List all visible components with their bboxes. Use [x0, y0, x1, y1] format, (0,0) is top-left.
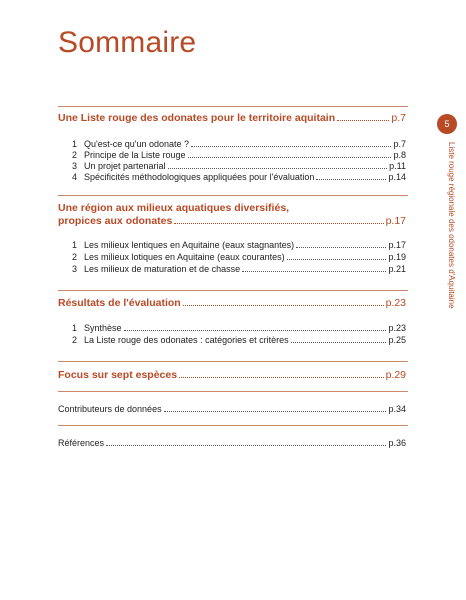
section-divider: [58, 195, 408, 196]
toc-page-number: p.8: [393, 150, 406, 160]
toc-extra-references[interactable]: [58, 438, 406, 448]
toc-item-label: Références: [58, 438, 105, 448]
leader-dots: [337, 120, 389, 121]
leader-dots: [106, 445, 386, 446]
toc-item-number: 1: [72, 323, 78, 333]
toc-item-label: Les milieux lentiques en Aquitaine (eaux stagnantes): [84, 240, 295, 250]
page-title: Sommaire: [58, 26, 197, 59]
toc-item-label: Les milieux de maturation et de chasse: [84, 264, 241, 274]
toc-page-number: p.23: [385, 297, 406, 309]
section-divider: [58, 290, 408, 291]
leader-dots: [296, 247, 386, 248]
toc-section-title: Résultats de l'évaluation: [58, 297, 181, 309]
toc-item-label: Qu'est-ce qu'un odonate ?: [84, 139, 190, 149]
toc-item-number: 2: [72, 335, 78, 345]
section-divider: [58, 425, 408, 426]
toc-page-number: p.36: [388, 438, 406, 448]
leader-dots: [191, 146, 391, 147]
toc-page-number: p.14: [388, 172, 406, 182]
toc-page-number: p.21: [388, 264, 406, 274]
toc-item-label: Spécificités méthodologiques appliquées pour l'évaluation: [84, 172, 315, 182]
toc-item-label: La Liste rouge des odonates : catégories et critères: [84, 335, 289, 345]
leader-dots: [188, 157, 392, 158]
leader-dots: [242, 271, 386, 272]
leader-dots: [124, 330, 387, 331]
toc-item[interactable]: [72, 161, 406, 171]
toc-item[interactable]: [72, 335, 406, 345]
section-divider: [58, 106, 408, 107]
toc-item-number: 1: [72, 139, 78, 149]
toc-item-number: 4: [72, 172, 78, 182]
toc-page-number: p.7: [393, 139, 406, 149]
toc-page-number: p.19: [388, 252, 406, 262]
toc-page-number: p.34: [388, 404, 406, 414]
page-number-badge: 5: [437, 114, 457, 134]
toc-item-label: Un projet partenarial: [84, 161, 166, 171]
toc-item-number: 2: [72, 150, 78, 160]
toc-item-number: 2: [72, 252, 78, 262]
toc-page-number: p.29: [385, 369, 406, 381]
leader-dots: [291, 342, 387, 343]
toc-item[interactable]: [72, 323, 406, 333]
toc-item[interactable]: [72, 139, 406, 149]
toc-page-number: p.17: [385, 215, 406, 227]
toc-item[interactable]: [72, 172, 406, 182]
toc-item[interactable]: [72, 240, 406, 250]
toc-page-number: p.7: [391, 112, 406, 124]
toc-item-label: Contributeurs de données: [58, 404, 162, 414]
toc-section-title-line1: Une région aux milieux aquatiques diversifiés,: [58, 202, 290, 214]
section-divider: [58, 391, 408, 392]
section-divider: [58, 361, 408, 362]
leader-dots: [287, 259, 387, 260]
toc-item-label: Principe de la Liste rouge: [84, 150, 186, 160]
toc-section-title: Focus sur sept espèces: [58, 369, 178, 381]
toc-page-number: p.17: [388, 240, 406, 250]
leader-dots: [168, 168, 388, 169]
toc-item-number: 3: [72, 264, 78, 274]
toc-extra-contributors[interactable]: [58, 404, 406, 414]
side-running-title: Liste rouge régionale des odonates d'Aquitaine: [447, 142, 456, 309]
toc-item[interactable]: [72, 264, 406, 274]
toc-item-label: Les milieux lotiques en Aquitaine (eaux courantes): [84, 252, 285, 262]
toc-section-4[interactable]: [58, 369, 406, 381]
toc-item-label: Synthèse: [84, 323, 122, 333]
leader-dots: [174, 223, 383, 224]
toc-item[interactable]: [72, 252, 406, 262]
toc-section-title: Une Liste rouge des odonates pour le territoire aquitain: [58, 112, 336, 124]
leader-dots: [316, 179, 386, 180]
toc-page-number: p.23: [388, 323, 406, 333]
toc-section-2[interactable]: [58, 202, 406, 228]
toc-item[interactable]: [72, 150, 406, 160]
toc-section-3[interactable]: [58, 297, 406, 309]
toc-section-title-line2: propices aux odonates: [58, 215, 173, 227]
toc-section-1[interactable]: [58, 112, 406, 124]
leader-dots: [179, 377, 384, 378]
leader-dots: [183, 305, 384, 306]
toc-item-number: 3: [72, 161, 78, 171]
toc-item-number: 1: [72, 240, 78, 250]
toc-page-number: p.11: [389, 161, 406, 171]
toc-page-number: p.25: [388, 335, 406, 345]
leader-dots: [164, 411, 387, 412]
